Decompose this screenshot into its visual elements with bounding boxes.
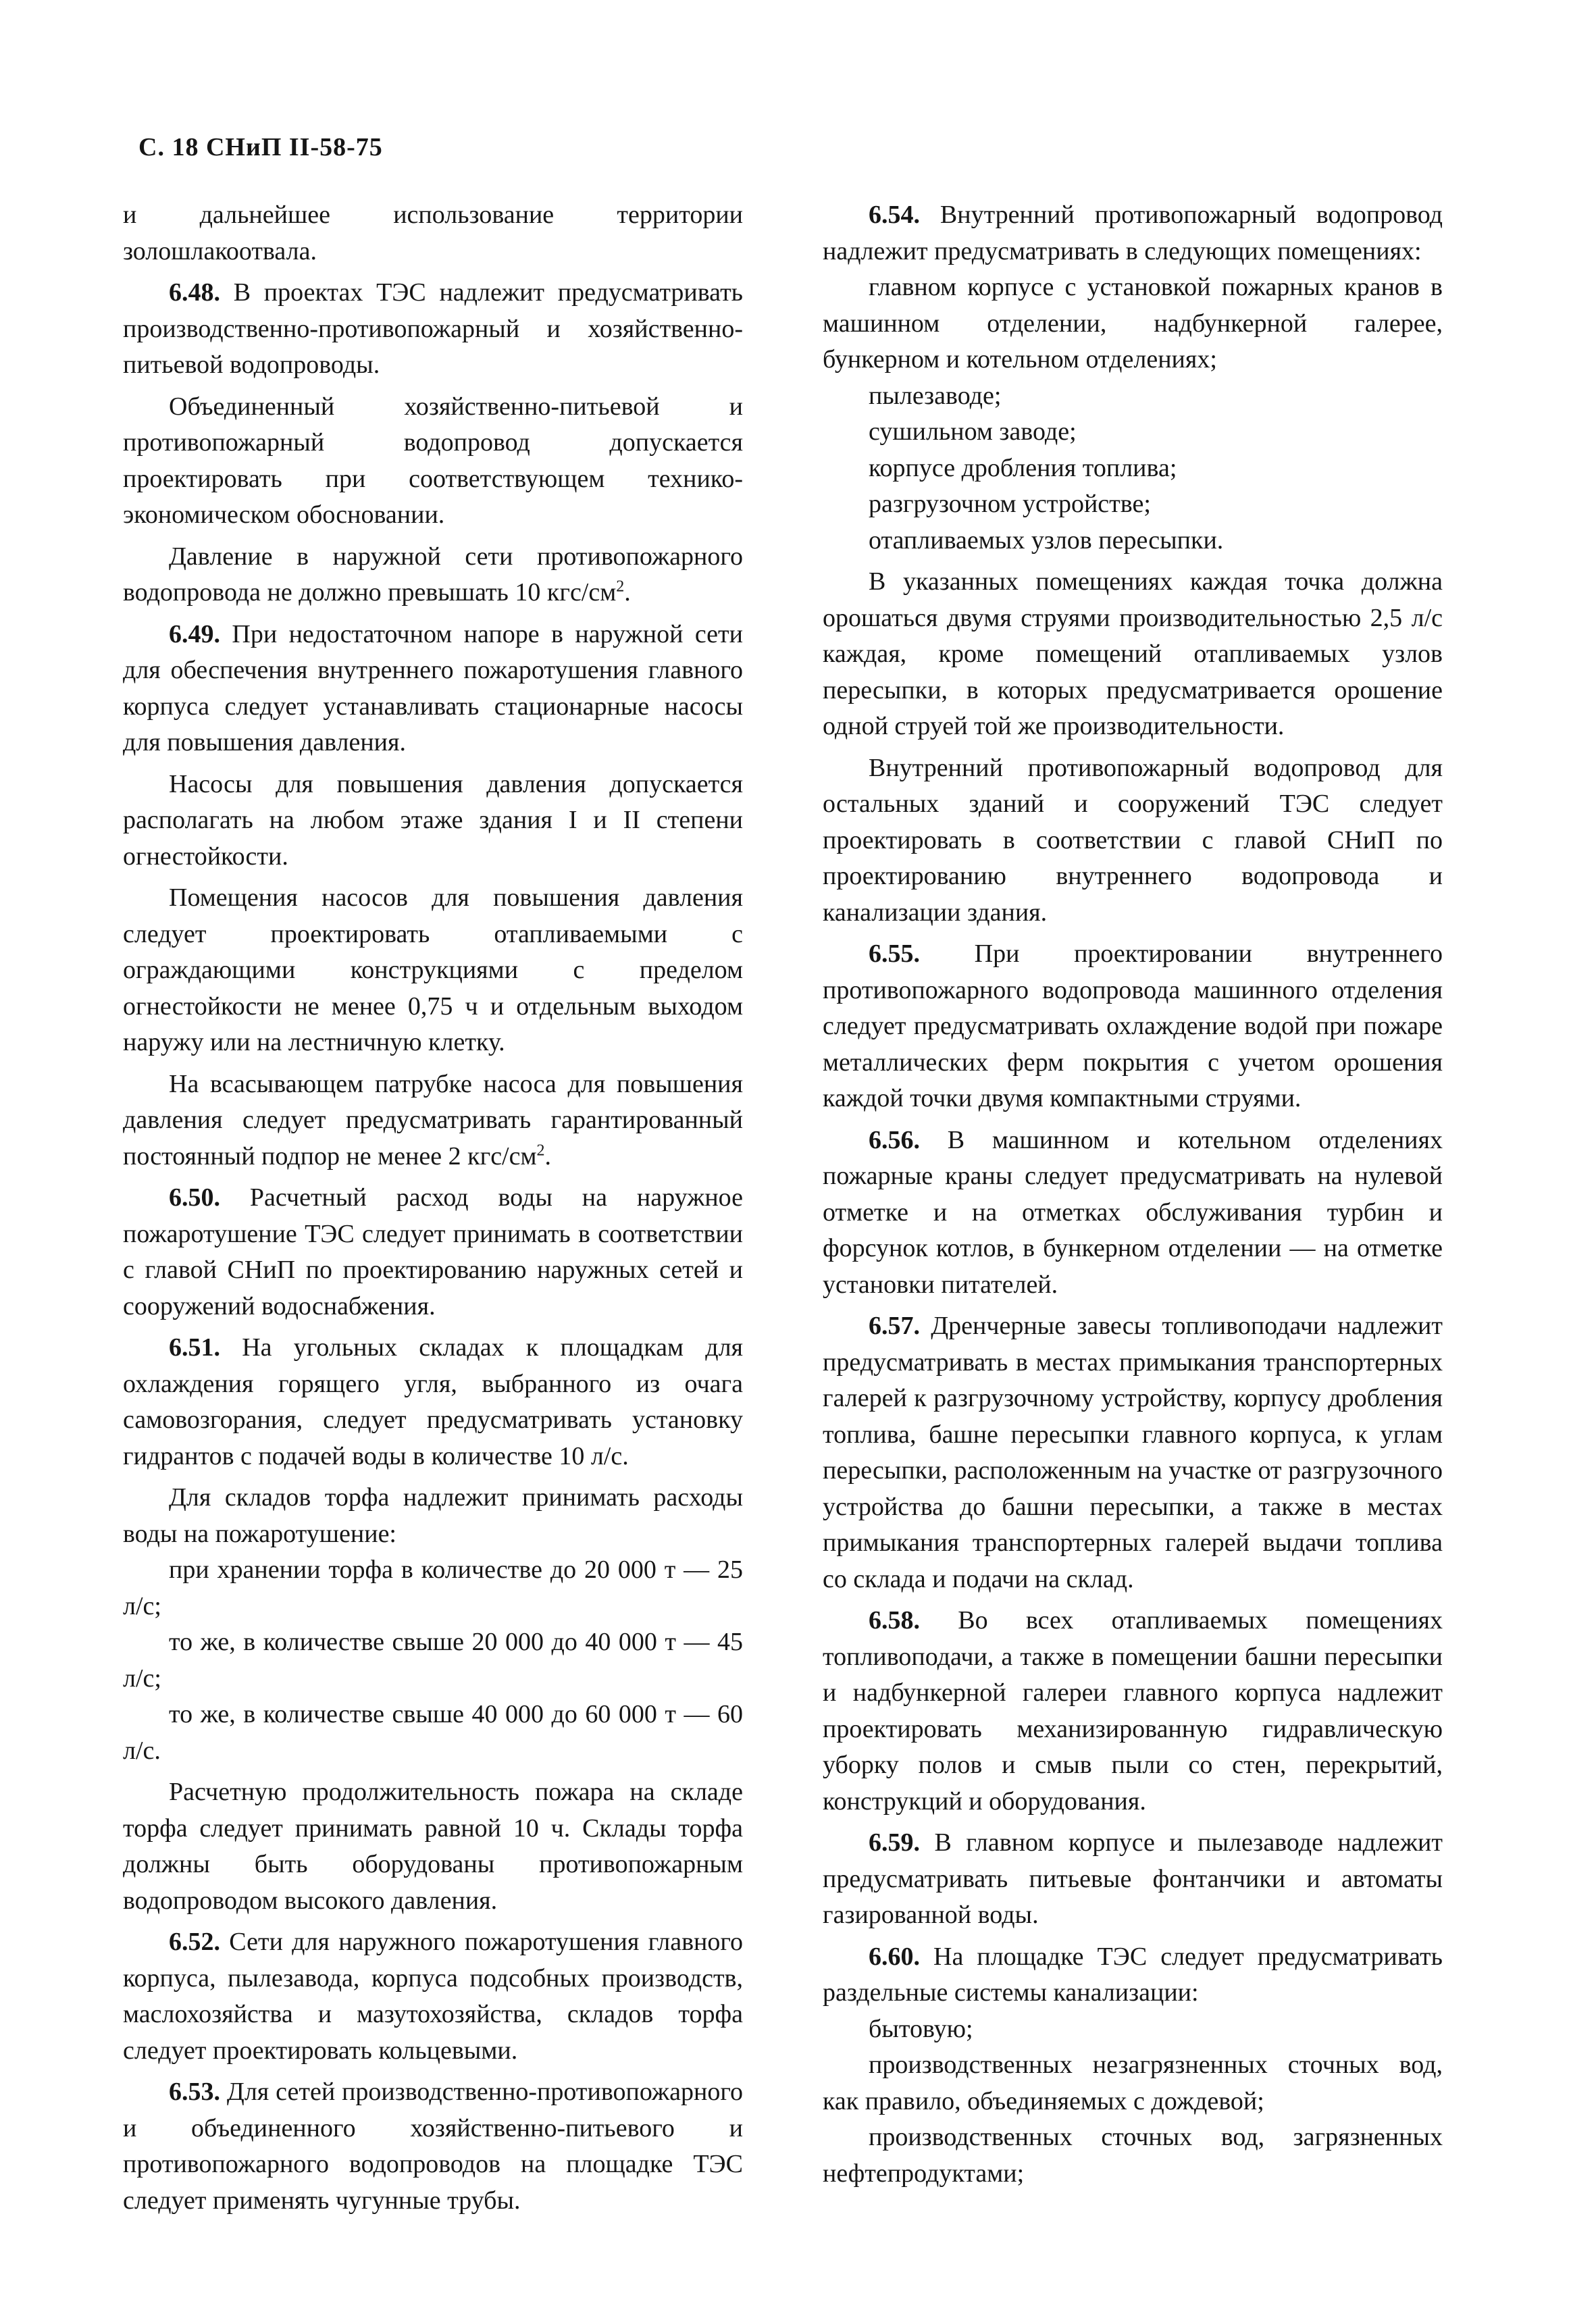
paragraph: Насосы для повышения давления допускается располагать на любом этаже здания I и II степени огнестойкости. bbox=[123, 769, 743, 871]
clause-6-52 bbox=[123, 1924, 743, 2069]
clause-text: В главном корпусе и пылезаводе надлежит предусматривать питьевые фонтанчики и автоматы газированной воды. bbox=[823, 1828, 1443, 1929]
clause-number: 6.49. bbox=[169, 619, 220, 648]
clause-6-51 bbox=[123, 1330, 743, 1474]
right-column bbox=[823, 197, 1443, 2192]
clause-text: В проектах ТЭС надлежит предусматривать производственно-противопожарный и хозяйственно-питьевой водопроводы. bbox=[123, 278, 744, 379]
clause-text: В машинном и котельном отделениях пожарные краны следует предусматривать на нулевой отметке и на отметках обслуживания турбин и форсунок котлов, в бункерном отделении — на отметке установки питателей. bbox=[823, 1125, 1443, 1299]
clause-text: Для сетей производственно-противопожарного и объединенного хозяйственно-питьевого и противопожарного водопроводов на площадке ТЭС следует применять чугунные трубы. bbox=[123, 2078, 744, 2215]
clause-text: Сети для наружного пожаротушения главного корпуса, пылезавода, корпуса подсобных производств, маслохозяйства и мазутохозяйства, складов торфа следует проектировать кольцевыми. bbox=[123, 1928, 744, 2065]
clause-text: Внутренний противопожарный водопровод надлежит предусматривать в следующих помещениях: bbox=[823, 201, 1443, 265]
clause-text: При недостаточном напоре в наружной сети для обеспечения внутреннего пожаротушения главного корпуса следует устанавливать стационарные насосы для повышения давления. bbox=[123, 619, 743, 756]
paragraph: Расчетную продолжительность пожара на складе торфа следует принимать равной 10 ч. Склады торфа должны быть оборудованы противопожарным водопроводом высокого давления. bbox=[123, 1778, 743, 1915]
clause-6-55 bbox=[823, 936, 1443, 1117]
clause-number: 6.56. bbox=[869, 1125, 920, 1154]
list-item: то же, в количестве свыше 20 000 до 40 000 т — 45 л/с; bbox=[123, 1628, 743, 1693]
paragraph: Для складов торфа надлежит принимать расходы воды на пожаротушение: bbox=[123, 1483, 743, 1548]
list-item: сушильном заводе; bbox=[869, 417, 1077, 446]
clause-number: 6.53. bbox=[169, 2078, 220, 2106]
clause-text: На угольных складах к площадкам для охлаждения горящего угля, выбранного из очага самовозгорания, следует предусматривать установку гидрантов с подачей воды в количестве 10 л/с. bbox=[123, 1333, 744, 1470]
paragraph: Помещения насосов для повышения давления следует проектировать отапливаемыми с ограждающими конструкциями с пределом огнестойкости не менее 0,75 ч и отдельным выходом наружу или на лестничную клетку. bbox=[123, 883, 743, 1056]
clause-6-50 bbox=[123, 1180, 743, 1325]
clause-6-49 bbox=[123, 617, 743, 761]
list-item: производственных незагрязненных сточных вод, как правило, объединяемых с дождевой; bbox=[823, 2051, 1443, 2115]
paragraph bbox=[123, 539, 743, 611]
list-item: пылезаводе; bbox=[869, 381, 1002, 410]
clause-number: 6.58. bbox=[869, 1606, 920, 1635]
list-item: при хранении торфа в количестве до 20 000 т — 25 л/с; bbox=[123, 1555, 743, 1620]
clause-6-53 bbox=[123, 2074, 743, 2219]
clause-6-54 bbox=[823, 197, 1443, 269]
superscript: 2 bbox=[536, 1141, 545, 1159]
paragraph bbox=[123, 1066, 743, 1175]
list-item: главном корпусе с установкой пожарных кранов в машинном отделении, надбункерной галерее, бункерном и котельном отделениях; bbox=[823, 273, 1443, 374]
clause-text: Расчетный расход воды на наружное пожаротушение ТЭС следует принимать в соответствии с главой СНиП по проектированию наружных сетей и сооружений водоснабжения. bbox=[123, 1183, 743, 1320]
clause-text: Дренчерные завесы топливоподачи надлежит предусматривать в местах примыкания транспортерных галерей к разгрузочному устройству, корпусу дробления топлива, башне пересыпки главного корпуса, к углам пересыпки, расположенным на участке от разгрузочного устройства до башни пересыпки, а также в местах примыкания транспортерных галерей выдачи топлива со склада и подачи на склад. bbox=[823, 1312, 1443, 1593]
clause-6-59 bbox=[823, 1825, 1443, 1934]
paragraph: В указанных помещениях каждая точка должна орошаться двумя струями производительностью 2,5 л/с каждая, кроме помещений отапливаемых узлов пересыпки, в которых предусматривается орошение одной струей той же производительности. bbox=[823, 567, 1443, 740]
clause-6-56 bbox=[823, 1123, 1443, 1304]
clause-number: 6.50. bbox=[169, 1183, 220, 1212]
clause-number: 6.48. bbox=[169, 278, 220, 307]
left-column bbox=[123, 197, 743, 2219]
clause-number: 6.59. bbox=[869, 1828, 920, 1857]
page-header: С. 18 СНиП II-58-75 bbox=[138, 133, 383, 161]
paragraph: Внутренний противопожарный водопровод для остальных зданий и сооружений ТЭС следует проектировать в соответствии с главой СНиП по проектированию внутреннего водопровода и канализации здания. bbox=[823, 753, 1443, 927]
list-item: корпусе дробления топлива; bbox=[869, 453, 1177, 482]
clause-number: 6.57. bbox=[869, 1312, 920, 1340]
list-item: разгрузочном устройстве; bbox=[869, 490, 1151, 518]
list-item: бытовую; bbox=[869, 2014, 973, 2043]
paragraph-end: . bbox=[624, 578, 631, 607]
clause-6-48 bbox=[123, 275, 743, 384]
list-item: отапливаемых узлов пересыпки. bbox=[869, 525, 1224, 555]
clause-number: 6.60. bbox=[869, 1942, 920, 1971]
clause-number: 6.55. bbox=[869, 940, 920, 968]
paragraph-text: На всасывающем патрубке насоса для повышения давления следует предусматривать гарантированный постоянный подпор не менее 2 кгс/см bbox=[123, 1069, 743, 1171]
clause-text: На площадке ТЭС следует предусматривать раздельные системы канализации: bbox=[823, 1942, 1443, 2007]
paragraph-text: Давление в наружной сети противопожарного водопровода не должно превышать 10 кгс/см bbox=[123, 542, 743, 607]
clause-6-60 bbox=[823, 1939, 1443, 2011]
clause-6-57 bbox=[823, 1308, 1443, 1597]
list-item: производственных сточных вод, загрязненных нефтепродуктами; bbox=[823, 2123, 1443, 2188]
list-item: то же, в количестве свыше 40 000 до 60 000 т — 60 л/с. bbox=[123, 1700, 743, 1765]
paragraph: Объединенный хозяйственно-питьевой и противопожарный водопровод допускается проектировать при соответствующем технико-экономическом обосновании. bbox=[123, 392, 743, 529]
clause-text: Во всех отапливаемых помещениях топливоподачи, а также в помещении башни пересыпки и надбункерной галереи главного корпуса надлежит проектировать механизированную гидравлическую уборку полов и смыв пыли со стен, перекрытий, конструкций и оборудования. bbox=[823, 1606, 1443, 1816]
superscript: 2 bbox=[616, 577, 625, 596]
clause-number: 6.51. bbox=[169, 1333, 220, 1362]
clause-number: 6.52. bbox=[169, 1928, 220, 1956]
clause-number: 6.54. bbox=[869, 201, 920, 229]
clause-6-58 bbox=[823, 1603, 1443, 1820]
paragraph-end: . bbox=[544, 1141, 552, 1171]
paragraph: и дальнейшее использование территории золошлакоотвала. bbox=[123, 201, 743, 265]
clause-text: При проектировании внутреннего противопожарного водопровода машинного отделения следует предусматривать охлаждение водой при пожаре металлических ферм покрытия с учетом орошения каждой точки двумя компактными струями. bbox=[823, 940, 1443, 1112]
